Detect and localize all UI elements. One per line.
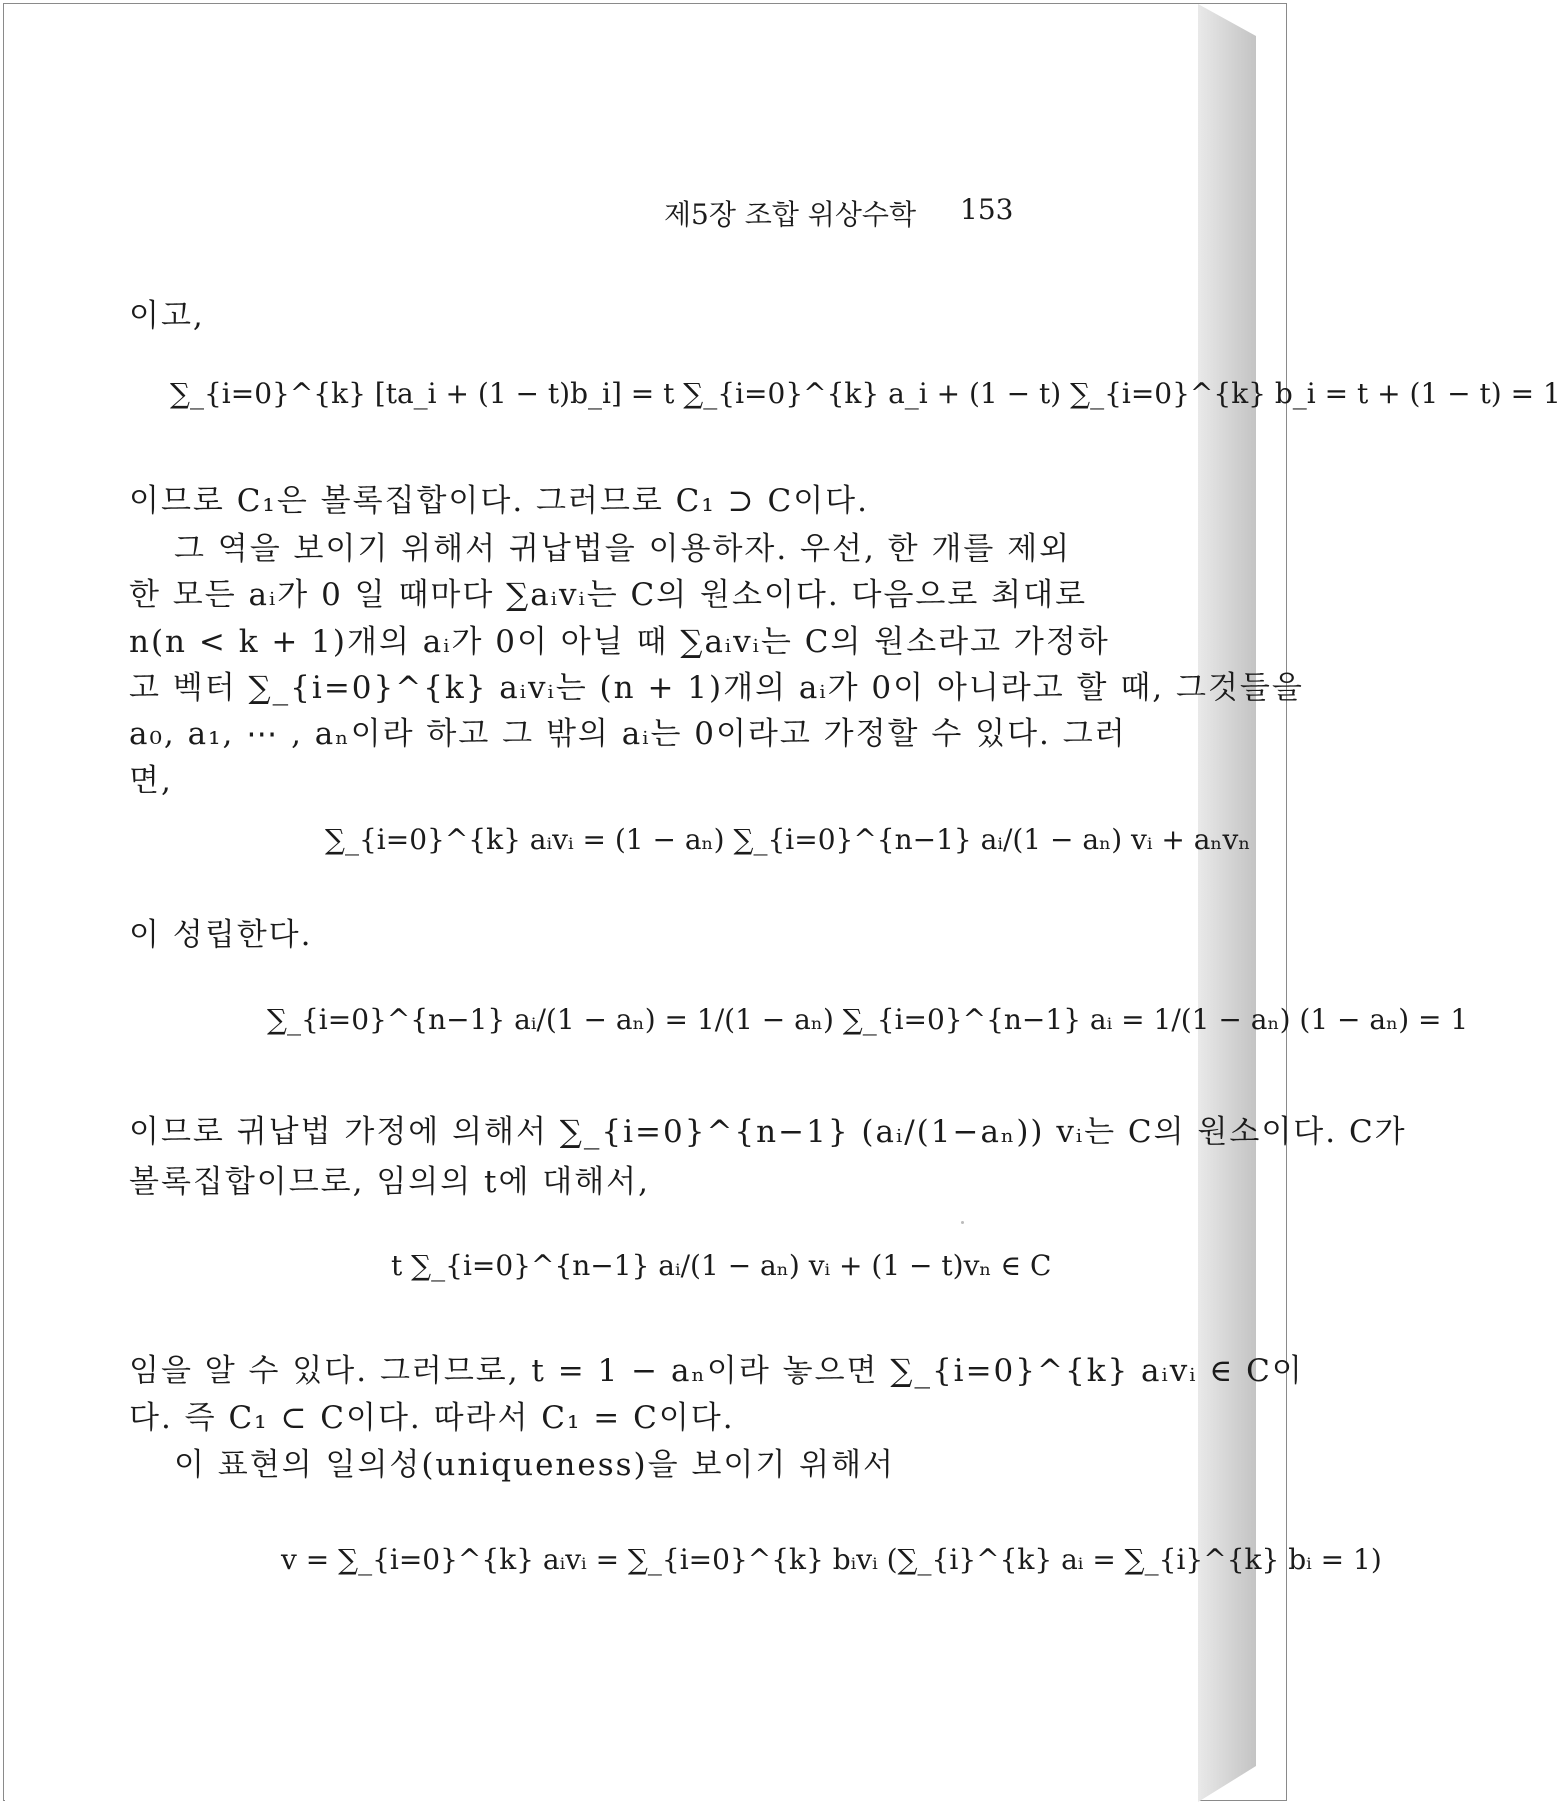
print-speck: [961, 1221, 964, 1224]
text-line-12: 임을 알 수 있다. 그러므로, t = 1 − aₙ이라 놓으면 ∑_{i=0}^{k} aᵢvᵢ ∈ C이: [129, 1353, 1304, 1389]
equation-2: ∑_{i=0}^{k} aᵢvᵢ = (1 − aₙ) ∑_{i=0}^{n−1} aᵢ/(1 − aₙ) vᵢ + aₙvₙ: [325, 823, 1251, 856]
equation-4: t ∑_{i=0}^{n−1} aᵢ/(1 − aₙ) vᵢ + (1 − t)vₙ ∈ C: [391, 1249, 1052, 1282]
equation-5: v = ∑_{i=0}^{k} aᵢvᵢ = ∑_{i=0}^{k} bᵢvᵢ (∑_{i}^{k} aᵢ = ∑_{i}^{k} bᵢ = 1): [281, 1543, 1382, 1576]
book-page-edge: [1198, 4, 1256, 1802]
text-line-7: a₀, a₁, ⋯ , aₙ이라 하고 그 밖의 aᵢ는 0이라고 가정할 수 있다. 그러: [129, 716, 1127, 752]
text-line-13: 다. 즉 C₁ ⊂ C이다. 따라서 C₁ = C이다.: [129, 1400, 735, 1436]
text-line-2: 이므로 C₁은 볼록집합이다. 그러므로 C₁ ⊃ C이다.: [129, 483, 869, 519]
text-line-4: 한 모든 aᵢ가 0 일 때마다 ∑aᵢvᵢ는 C의 원소이다. 다음으로 최대로: [129, 577, 1088, 613]
text-line-9: 이 성립한다.: [129, 917, 313, 953]
equation-3: ∑_{i=0}^{n−1} aᵢ/(1 − aₙ) = 1/(1 − aₙ) ∑_{i=0}^{n−1} aᵢ = 1/(1 − aₙ) (1 − aₙ) = 1: [267, 1003, 1469, 1036]
text-line-3: 그 역을 보이기 위해서 귀납법을 이용하자. 우선, 한 개를 제외: [174, 531, 1072, 567]
text-line-11: 볼록집합이므로, 임의의 t에 대해서,: [129, 1164, 650, 1200]
book-page: [5, 5, 1561, 1801]
text-line-14: 이 표현의 일의성(uniqueness)을 보이기 위해서: [174, 1447, 895, 1483]
equation-1: ∑_{i=0}^{k} [ta_i + (1 − t)b_i] = t ∑_{i=0}^{k} a_i + (1 − t) ∑_{i=0}^{k} b_i = t + (1 − t) = 1: [170, 377, 1561, 410]
text-line-8: 면,: [129, 763, 173, 799]
page-number: 153: [960, 193, 1014, 226]
text-line-1: 이고,: [129, 298, 205, 334]
text-line-6: 고 벡터 ∑_{i=0}^{k} aᵢvᵢ는 (n + 1)개의 aᵢ가 0이 아니라고 할 때, 그것들을: [129, 670, 1304, 706]
chapter-header: 제5장 조합 위상수학: [664, 198, 917, 231]
text-line-10: 이므로 귀납법 가정에 의해서 ∑_{i=0}^{n−1} (aᵢ/(1−aₙ)) vᵢ는 C의 원소이다. C가: [129, 1114, 1407, 1150]
text-line-5: n(n < k + 1)개의 aᵢ가 0이 아닐 때 ∑aᵢvᵢ는 C의 원소라고 가정하: [129, 624, 1110, 660]
